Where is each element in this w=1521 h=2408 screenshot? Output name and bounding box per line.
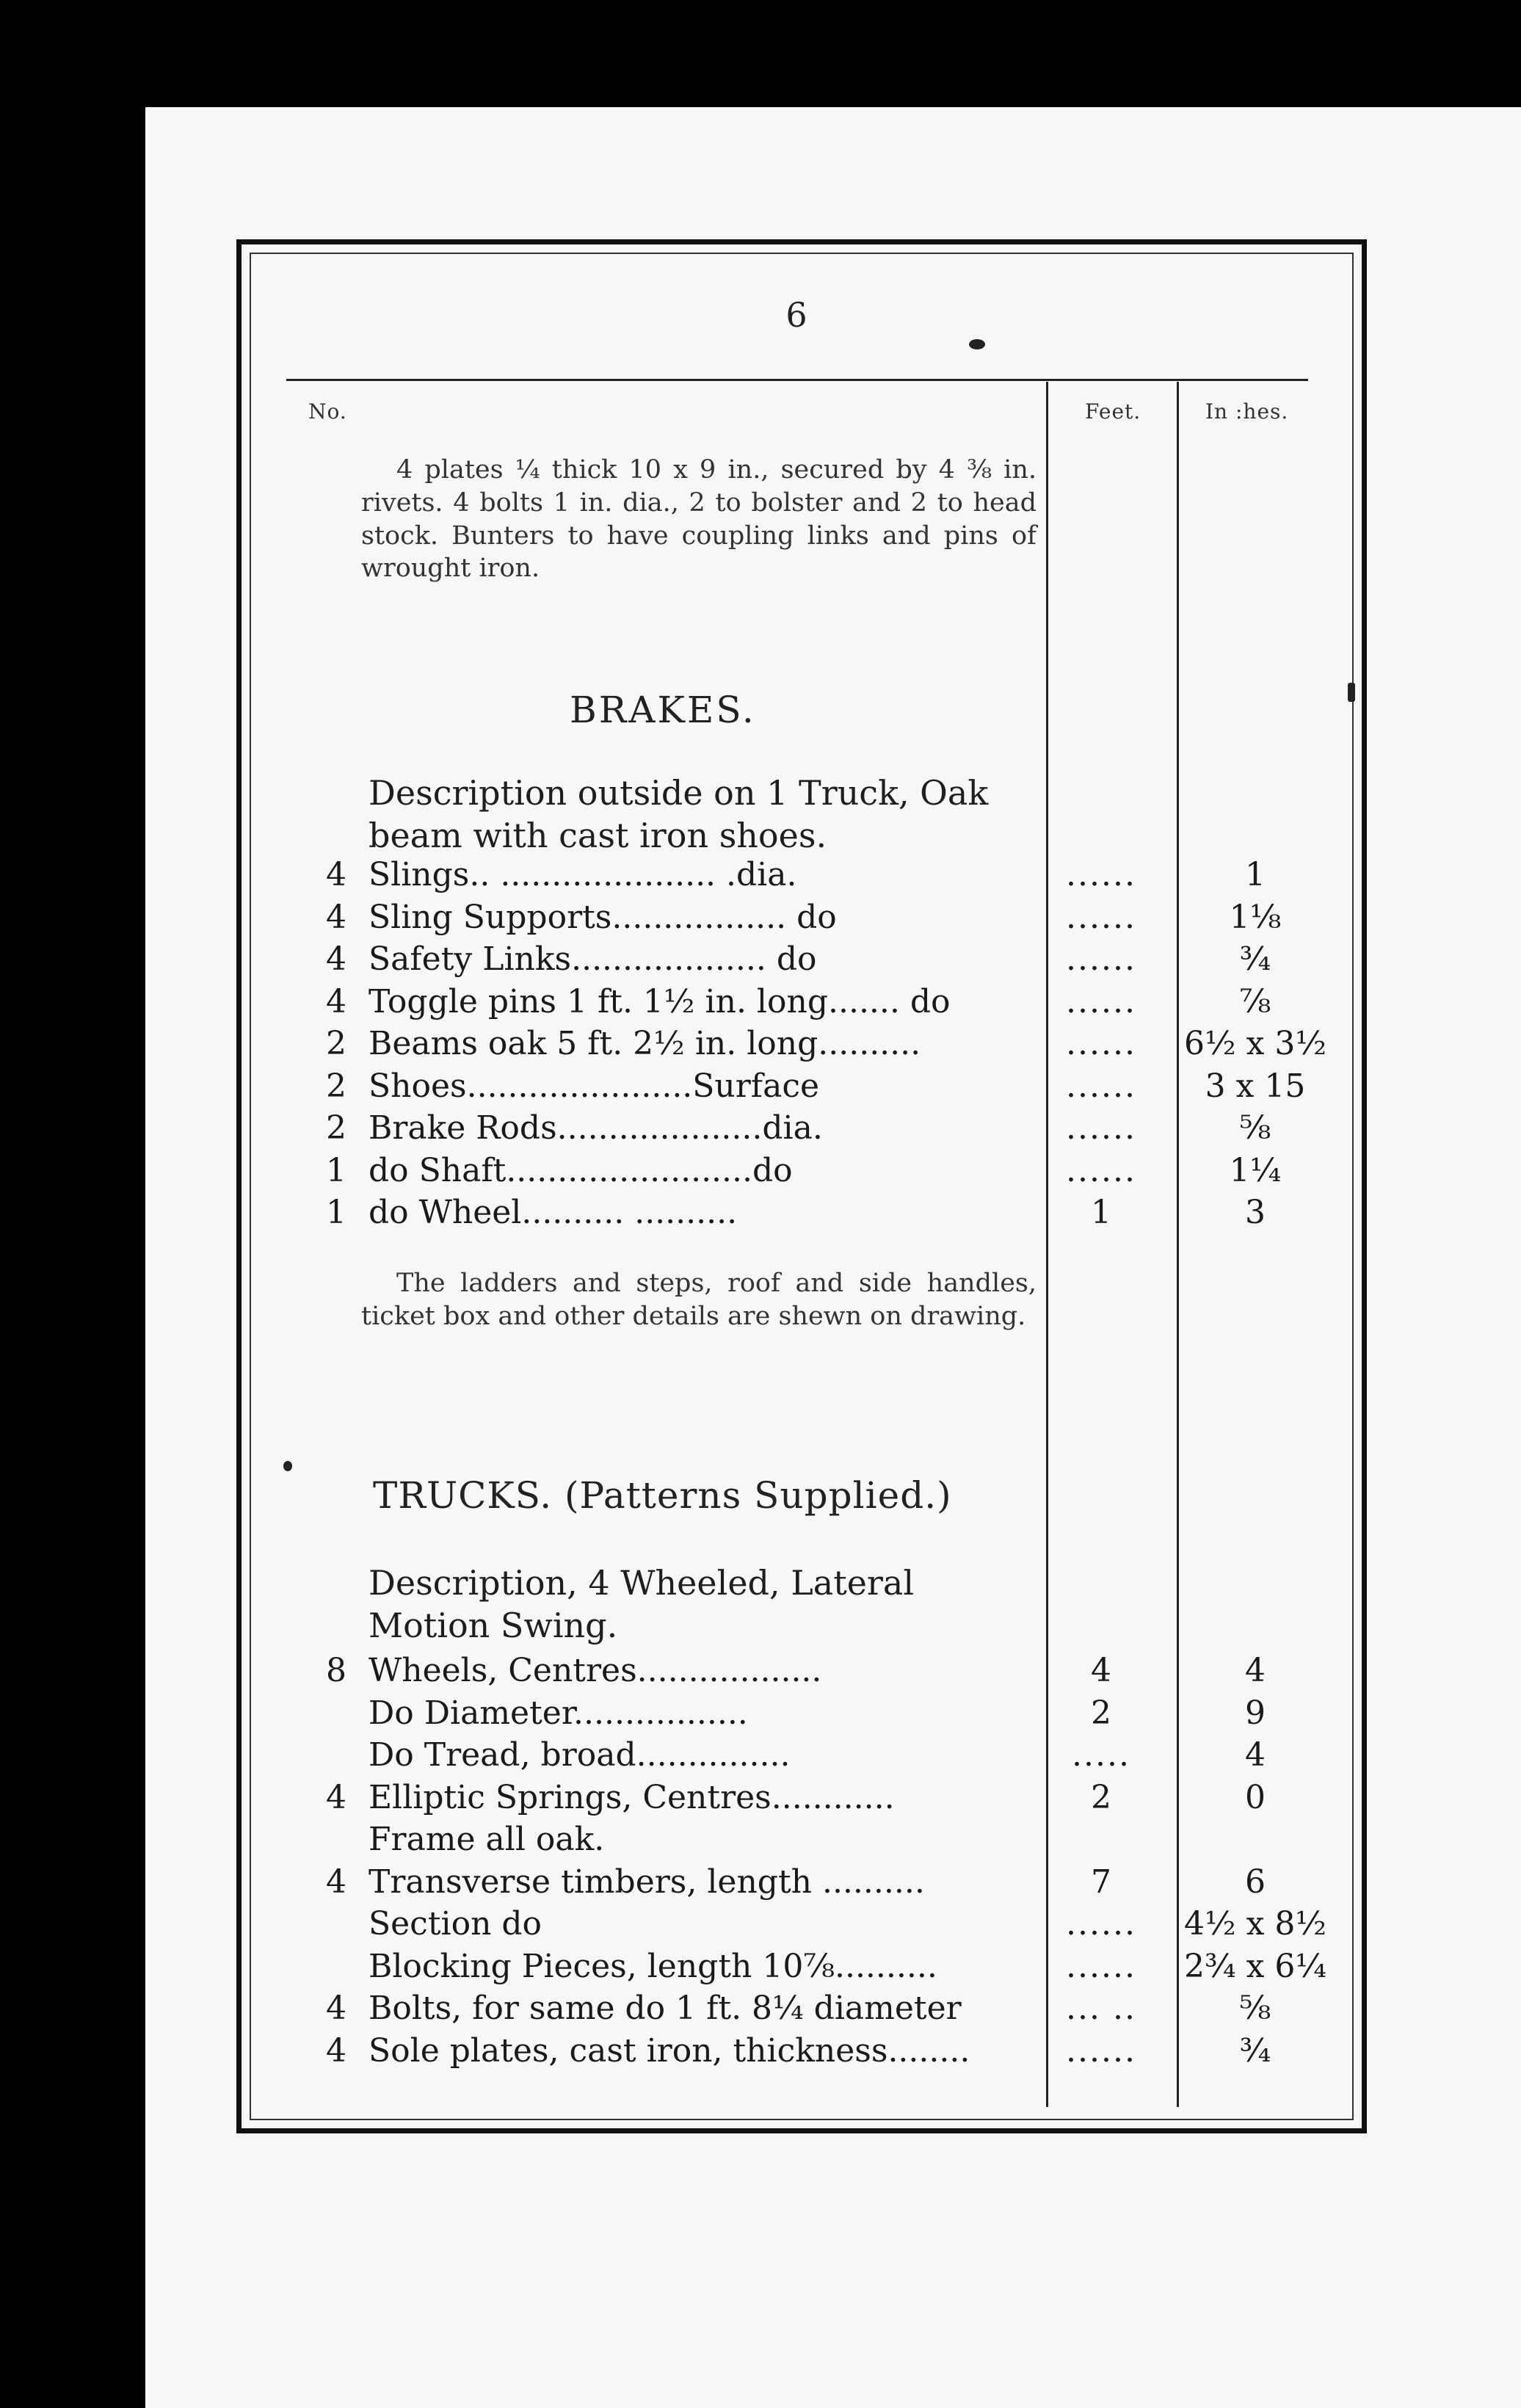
item-count: 1 — [326, 1194, 346, 1231]
table-row — [308, 1194, 1329, 1235]
item-count: 4 — [326, 1990, 346, 2027]
item-label: Blocking Pieces, length 10⅞.......... — [369, 1947, 937, 1985]
inches-value: 1¼ — [1229, 1151, 1282, 1189]
feet-value: ...... — [1066, 940, 1136, 978]
item-label: Section do — [369, 1905, 542, 1943]
table-row — [308, 1948, 1329, 1989]
inches-value: ¾ — [1239, 940, 1271, 978]
inches-value: 6 — [1245, 1863, 1266, 1901]
item-label: Transverse timbers, length .......... — [369, 1863, 925, 1901]
table-row — [308, 899, 1329, 940]
feet-value: 2 — [1091, 1694, 1111, 1732]
inches-value: ⅝ — [1239, 1109, 1271, 1147]
item-label: Safety Links................... do — [369, 940, 817, 978]
brakes-description: Description outside on 1 Truck, Oak beam with cast iron shoes. — [369, 773, 989, 855]
feet-value: ...... — [1066, 982, 1136, 1020]
table-row — [308, 983, 1329, 1024]
item-count: 4 — [326, 982, 346, 1020]
item-count: 1 — [326, 1151, 346, 1189]
item-count: 2 — [326, 1025, 346, 1062]
table-row — [308, 1905, 1329, 1946]
table-row — [308, 1025, 1329, 1066]
inches-value: ⅞ — [1239, 982, 1271, 1020]
item-label: Frame all oak. — [369, 1821, 605, 1858]
item-count: 4 — [326, 1863, 346, 1901]
item-count: 4 — [326, 2031, 346, 2070]
table-row — [308, 1067, 1329, 1109]
inches-value: 3 x 15 — [1205, 1067, 1306, 1105]
inches-value: 4 — [1245, 1652, 1266, 1689]
inches-value: 0 — [1245, 1778, 1266, 1816]
feet-value: ...... — [1066, 1947, 1136, 1985]
item-label: Elliptic Springs, Centres............ — [369, 1778, 895, 1816]
ink-speck — [969, 339, 985, 349]
feet-value: ...... — [1066, 856, 1136, 893]
inches-value: 1⅛ — [1229, 898, 1282, 936]
ink-speck — [283, 1461, 292, 1471]
feet-value: 1 — [1091, 1194, 1111, 1231]
item-label: Wheels, Centres.................. — [369, 1652, 822, 1689]
item-label: Do Tread, broad............... — [369, 1736, 791, 1774]
item-label: Shoes......................Surface — [369, 1067, 820, 1105]
page-number: 6 — [785, 295, 807, 335]
column-header-no: No. — [308, 399, 347, 424]
item-count: 4 — [326, 940, 346, 978]
item-label: Sling Supports................. do — [369, 898, 837, 936]
item-label: Bolts, for same do 1 ft. 8¼ diameter — [369, 1990, 962, 2027]
item-count: 4 — [326, 1778, 346, 1816]
feet-value: ..... — [1072, 1736, 1130, 1774]
table-row — [308, 1652, 1329, 1693]
section-heading-trucks: TRUCKS. (Patterns Supplied.) — [373, 1474, 952, 1517]
feet-value: ...... — [1066, 1151, 1136, 1189]
inches-value: ¾ — [1239, 2031, 1271, 2070]
intro-paragraph: 4 plates ¼ thick 10 x 9 in., secured by 4 ⅜ in. rivets. 4 bolts 1 in. dia., 2 to bolster and 2 to head stock. Bunters to have coupling links and pins of wrought iron. — [361, 455, 1037, 584]
feet-value: ...... — [1066, 1067, 1136, 1105]
feet-value: ...... — [1066, 1025, 1136, 1062]
item-label: Beams oak 5 ft. 2½ in. long.......... — [369, 1025, 921, 1062]
feet-value: ...... — [1066, 2031, 1136, 2070]
item-label: do Wheel.......... .......... — [369, 1194, 738, 1231]
table-row — [308, 1152, 1329, 1193]
feet-value: 7 — [1091, 1863, 1111, 1901]
table-row — [308, 1109, 1329, 1150]
brakes-note: The ladders and steps, roof and side handles, ticket box and other details are shewn on drawing. — [361, 1269, 1037, 1331]
section-heading-brakes: BRAKES. — [570, 689, 756, 731]
table-row — [308, 1779, 1329, 1820]
table-row — [308, 2032, 1329, 2073]
item-label: Slings.. ..................... .dia. — [369, 856, 797, 893]
item-label: Toggle pins 1 ft. 1½ in. long....... do — [369, 982, 951, 1020]
header-rule — [286, 379, 1308, 381]
item-count: 2 — [326, 1109, 346, 1147]
inches-value: 3 — [1245, 1194, 1266, 1231]
table-row — [308, 1821, 1329, 1862]
column-header-feet: Feet. — [1085, 399, 1141, 424]
item-count: 2 — [326, 1067, 346, 1105]
table-row — [308, 1863, 1329, 1904]
trucks-description: Description, 4 Wheeled, Lateral Motion Swing. — [369, 1563, 915, 1645]
item-label: Do Diameter................. — [369, 1694, 748, 1732]
feet-value: ... .. — [1066, 1990, 1136, 2027]
feet-value: 4 — [1091, 1652, 1111, 1689]
inches-value: ⅝ — [1239, 1990, 1271, 2027]
table-row — [308, 856, 1329, 897]
ink-speck — [1348, 683, 1355, 702]
inches-value: 2¾ x 6¼ — [1183, 1947, 1327, 1985]
feet-value: ...... — [1066, 1905, 1136, 1943]
column-header-inches: In :hes. — [1205, 399, 1289, 424]
item-count: 4 — [326, 898, 346, 936]
inches-value: 6½ x 3½ — [1183, 1025, 1327, 1062]
item-label: Brake Rods....................dia. — [369, 1109, 823, 1147]
table-row — [308, 1694, 1329, 1736]
feet-value: ...... — [1066, 898, 1136, 936]
inches-value: 9 — [1245, 1694, 1266, 1732]
table-row — [308, 1990, 1329, 2031]
table-row — [308, 940, 1329, 982]
inches-value: 4 — [1245, 1736, 1266, 1774]
feet-value: ...... — [1066, 1109, 1136, 1147]
inches-value: 4½ x 8½ — [1183, 1905, 1327, 1943]
item-count: 4 — [326, 856, 346, 893]
item-label: Sole plates, cast iron, thickness........ — [369, 2031, 970, 2070]
table-row — [308, 1736, 1329, 1777]
feet-value: 2 — [1091, 1778, 1111, 1816]
inches-value: 1 — [1245, 856, 1266, 893]
item-count: 8 — [326, 1652, 346, 1689]
item-label: do Shaft........................do — [369, 1151, 793, 1189]
